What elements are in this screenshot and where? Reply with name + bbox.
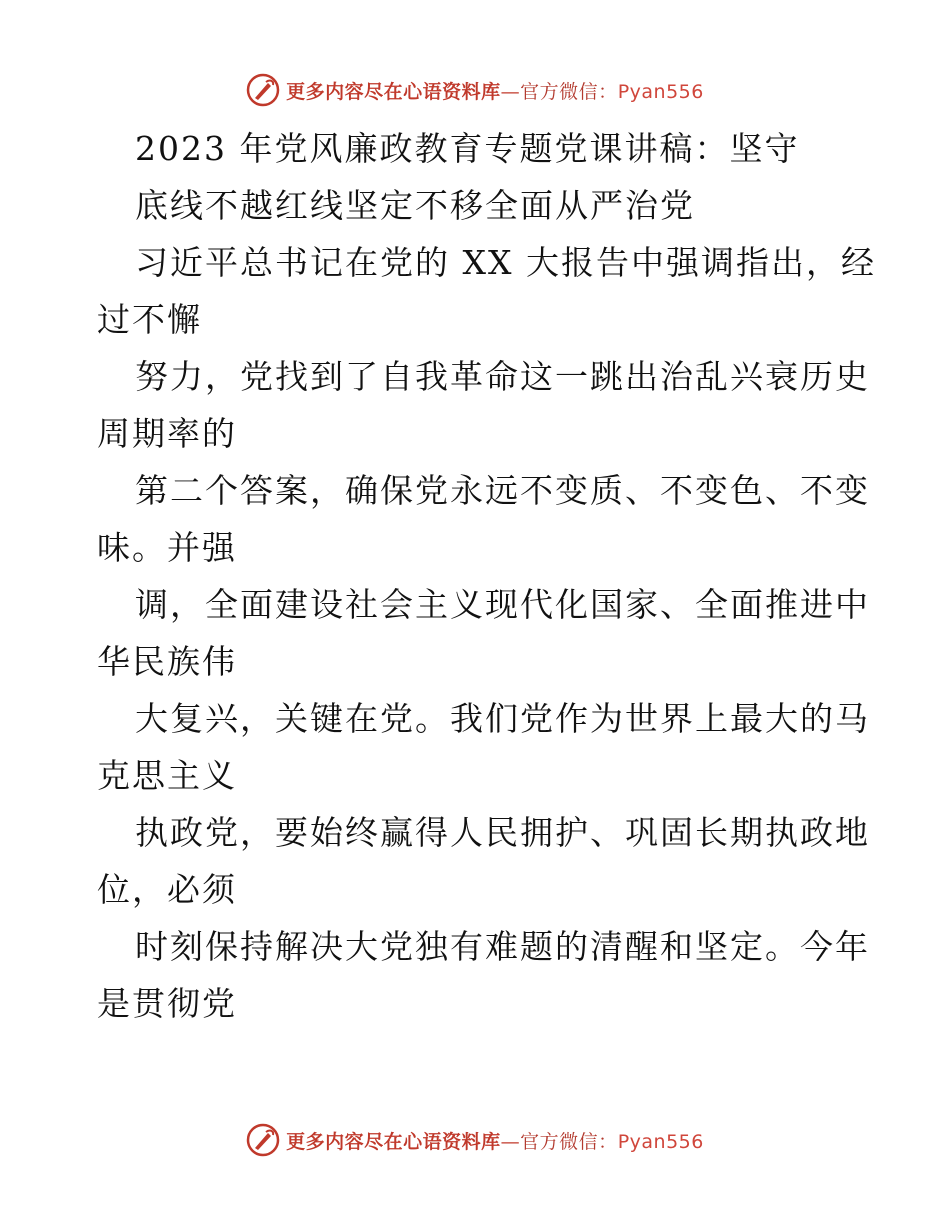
paragraph-line: 努力，党找到了自我革命这一跳出治乱兴衰历史 <box>135 357 870 396</box>
watermark-label: 官方微信： <box>520 1130 618 1153</box>
watermark-id: Pyan556 <box>617 80 704 103</box>
paragraph-line: 是贯彻党 <box>97 984 237 1023</box>
document-body <box>97 120 876 1032</box>
paragraph-line: 过不懈 <box>97 300 202 339</box>
watermark-label: 官方微信： <box>520 80 618 103</box>
watermark-brand: 更多内容尽在心语资料库 <box>286 1130 501 1153</box>
watermark-text <box>286 77 704 104</box>
paragraph-line: 执政党，要始终赢得人民拥护、巩固长期执政地 <box>135 813 870 852</box>
watermark-text <box>286 1127 704 1154</box>
paragraph-line: 味。并强 <box>97 528 237 567</box>
quill-seal-icon <box>246 1123 280 1157</box>
paragraph-line: 调，全面建设社会主义现代化国家、全面推进中 <box>135 585 870 624</box>
watermark-separator: — <box>500 80 521 103</box>
doc-title-line-1: 2023 年党风廉政教育专题党课讲稿：坚守 <box>135 129 800 168</box>
paragraph-line: 位，必须 <box>97 870 237 909</box>
watermark-id: Pyan556 <box>617 1130 704 1153</box>
paragraph-line: 时刻保持解决大党独有难题的清醒和坚定。今年 <box>135 927 870 966</box>
paragraph-line: 周期率的 <box>97 414 237 453</box>
footer-watermark <box>0 1120 950 1160</box>
paragraph-line: 大复兴，关键在党。我们党作为世界上最大的马 <box>135 699 870 738</box>
watermark-brand: 更多内容尽在心语资料库 <box>286 80 501 103</box>
header-watermark <box>0 70 950 110</box>
paragraph-line: 克思主义 <box>97 756 237 795</box>
paragraph-line: 第二个答案，确保党永远不变质、不变色、不变 <box>135 471 870 510</box>
watermark-separator: — <box>500 1130 521 1153</box>
quill-seal-icon <box>246 73 280 107</box>
doc-title-line-2: 底线不越红线坚定不移全面从严治党 <box>135 186 695 225</box>
paragraph-line: 习近平总书记在党的 XX 大报告中强调指出，经 <box>135 243 876 282</box>
paragraph-line: 华民族伟 <box>97 642 237 681</box>
